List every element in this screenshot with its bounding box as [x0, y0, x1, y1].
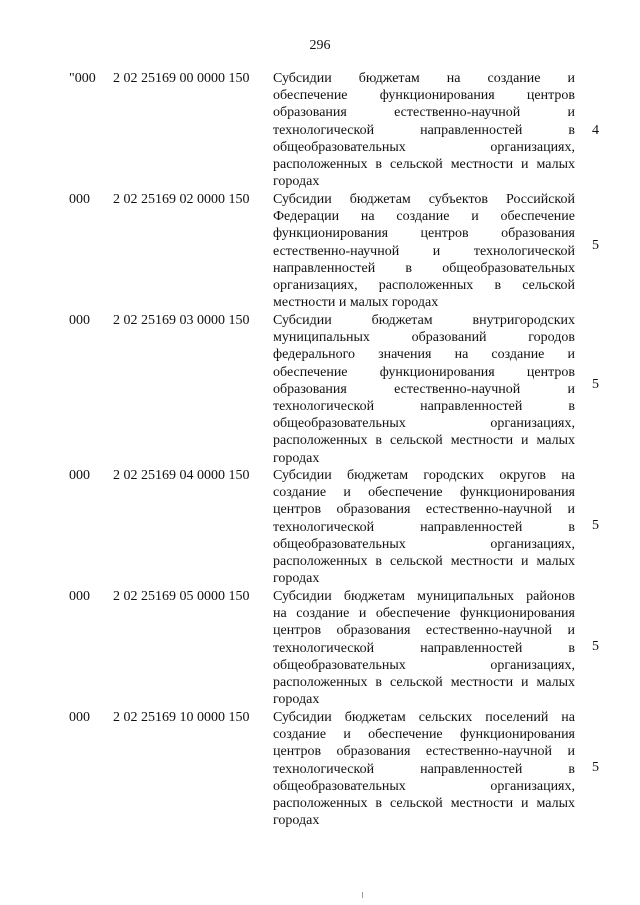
description-line: образования естественно-научной и	[273, 381, 575, 397]
row-amount: 4	[592, 123, 599, 138]
description-line: расположенных в сельской местности и малых	[273, 156, 575, 172]
description-line: технологической направленностей в	[273, 519, 575, 535]
row-description	[273, 191, 575, 311]
description-line: расположенных в сельской местности и малых	[273, 674, 575, 690]
row-amount: 5	[592, 639, 599, 654]
admin-code: "000	[69, 71, 96, 86]
description-line: Субсидии бюджетам муниципальных районов	[273, 589, 575, 604]
table-row	[0, 588, 640, 709]
description-line: расположенных в сельской местности и малых	[273, 795, 575, 811]
budget-classification-code: 2 02 25169 04 0000 150	[113, 468, 250, 483]
description-line: Субсидии бюджетам на создание и	[273, 71, 575, 86]
description-line: направленностей в общеобразовательных	[273, 260, 575, 276]
admin-code: 000	[69, 710, 90, 725]
description-line: городах	[273, 174, 320, 190]
description-line: общеобразовательных организациях,	[273, 416, 575, 432]
description-line: обеспечение функционирования центров	[273, 88, 575, 104]
description-line: Федерации на создание и обеспечение	[273, 209, 575, 225]
row-amount: 5	[592, 760, 599, 775]
description-line: центров образования естественно-научной и	[273, 744, 575, 760]
table-row	[0, 709, 640, 830]
budget-table	[0, 70, 640, 830]
row-amount: 5	[592, 238, 599, 253]
budget-classification-code: 2 02 25169 05 0000 150	[113, 589, 250, 604]
description-line: общеобразовательных организациях,	[273, 139, 575, 155]
budget-classification-code: 2 02 25169 02 0000 150	[113, 192, 250, 207]
description-line: естественно-научной и технологической	[273, 243, 575, 259]
admin-code: 000	[69, 468, 90, 483]
description-line: местности и малых городах	[273, 295, 439, 311]
description-line: городах	[273, 813, 320, 829]
description-line: на создание и обеспечение функционирования	[273, 606, 575, 622]
row-amount: 5	[592, 377, 599, 392]
description-line: Субсидии бюджетам внутригородских	[273, 313, 575, 328]
description-line: технологической направленностей в	[273, 640, 575, 656]
row-description	[273, 312, 575, 467]
description-line: расположенных в сельской местности и малых	[273, 553, 575, 569]
description-line: расположенных в сельской местности и малых	[273, 433, 575, 449]
description-line: образования естественно-научной и	[273, 105, 575, 121]
description-line: технологической направленностей в	[273, 398, 575, 414]
description-line: создание и обеспечение функционирования	[273, 485, 575, 501]
description-line: федерального значения на создание и	[273, 347, 575, 363]
description-line: Субсидии бюджетам субъектов Российской	[273, 192, 575, 207]
row-description	[273, 467, 575, 587]
admin-code: 000	[69, 192, 90, 207]
description-line: общеобразовательных организациях,	[273, 778, 575, 794]
description-line: Субсидии бюджетам городских округов на	[273, 468, 575, 483]
description-line: функционирования центров образования	[273, 226, 575, 242]
description-line: городах	[273, 450, 320, 466]
description-line: городах	[273, 571, 320, 587]
description-line: общеобразовательных организациях,	[273, 657, 575, 673]
row-amount: 5	[592, 518, 599, 533]
description-line: организациях, расположенных в сельской	[273, 277, 575, 293]
description-line: технологической направленностей в	[273, 122, 575, 138]
description-line: центров образования естественно-научной и	[273, 623, 575, 639]
description-line: городах	[273, 692, 320, 708]
table-row	[0, 70, 640, 191]
budget-classification-code: 2 02 25169 03 0000 150	[113, 313, 250, 328]
table-row	[0, 191, 640, 312]
table-row	[0, 312, 640, 467]
table-row	[0, 467, 640, 588]
page-number: 296	[309, 38, 331, 53]
admin-code: 000	[69, 313, 90, 328]
row-description	[273, 588, 575, 708]
row-description	[273, 709, 575, 829]
description-line: муниципальных образований городов	[273, 330, 575, 346]
description-line: общеобразовательных организациях,	[273, 536, 575, 552]
budget-classification-code: 2 02 25169 10 0000 150	[113, 710, 250, 725]
description-line: создание и обеспечение функционирования	[273, 727, 575, 743]
scan-mark	[362, 892, 363, 898]
description-line: центров образования естественно-научной и	[273, 502, 575, 518]
description-line: Субсидии бюджетам сельских поселений на	[273, 710, 575, 725]
description-line: обеспечение функционирования центров	[273, 364, 575, 380]
budget-classification-code: 2 02 25169 00 0000 150	[113, 71, 250, 86]
description-line: технологической направленностей в	[273, 761, 575, 777]
row-description	[273, 70, 575, 190]
admin-code: 000	[69, 589, 90, 604]
